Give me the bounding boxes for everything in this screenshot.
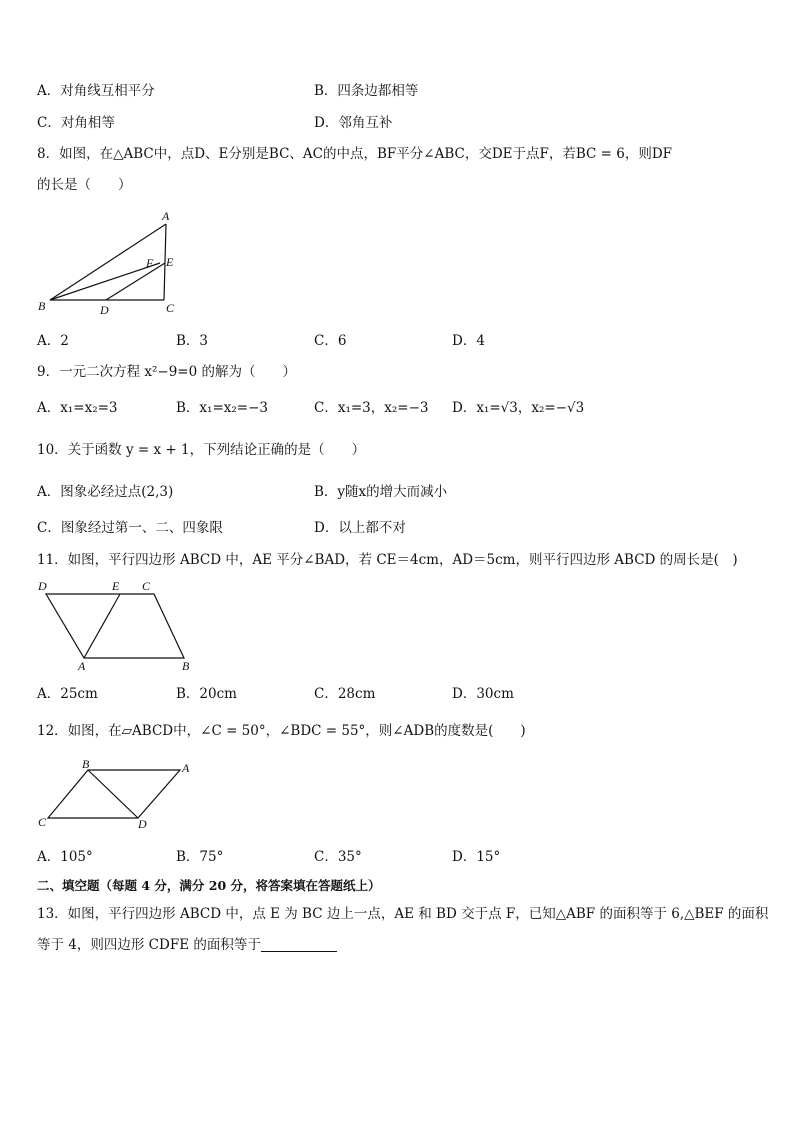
q8-option-d: D．4 <box>452 333 485 349</box>
q7-option-d: D．邻角互补 <box>314 115 393 131</box>
q11-stem: 11．如图，平行四边形 ABCD 中，AE 平分∠BAD，若 CE＝4cm，AD＝5cm，则平行四边形 ABCD 的周长是( ) <box>37 552 738 568</box>
q13-stem-line2-wrap <box>37 936 337 954</box>
label-c: C <box>166 301 175 315</box>
q11-option-d: D．30cm <box>452 686 514 702</box>
q11-parallelogram-figure <box>34 576 204 672</box>
segment-bf <box>50 263 160 300</box>
label-e: E <box>112 579 120 593</box>
label-b: B <box>182 659 190 672</box>
q13-stem-line1: 13．如图，平行四边形 ABCD 中，点 E 为 BC 边上一点，AE 和 BD 交于点 F，已知△ABF 的面积等于 6,△BEF 的面积 <box>37 906 769 922</box>
q7-option-b: B．四条边都相等 <box>314 83 419 99</box>
q8-option-b: B．3 <box>176 333 209 349</box>
label-c: C <box>142 579 151 593</box>
section-2-title: 二、填空题（每题 4 分，满分 20 分，将答案填在答题纸上） <box>37 878 381 893</box>
segment-ae <box>84 594 120 658</box>
q12-option-a: A．105° <box>37 849 93 865</box>
q10-option-d: D．以上都不对 <box>314 520 406 536</box>
q12-parallelogram-figure <box>34 756 200 832</box>
answer-blank[interactable] <box>261 937 337 952</box>
q8-option-c: C．6 <box>314 333 347 349</box>
q11-option-a: A．25cm <box>37 686 98 702</box>
label-a: A <box>182 761 190 775</box>
label-e: E <box>166 255 174 269</box>
label-d: D <box>100 303 109 317</box>
q11-option-c: C．28cm <box>314 686 376 702</box>
label-d: D <box>38 579 47 593</box>
q13-stem-line2: 等于 4，则四边形 CDFE 的面积等于 <box>37 937 261 953</box>
label-f: F <box>146 256 154 270</box>
q10-stem: 10．关于函数 y = x + 1，下列结论正确的是（ ） <box>37 442 366 458</box>
label-b: B <box>82 757 90 771</box>
q10-option-b: B．y随x的增大而减小 <box>314 484 448 500</box>
q12-stem: 12．如图，在▱ABCD中，∠C = 50°，∠BDC = 55°，则∠ADB的度数是( ) <box>37 723 526 739</box>
q8-triangle-figure <box>34 206 184 318</box>
diagonal-bd <box>88 770 138 818</box>
q7-option-a: A．对角线互相平分 <box>37 83 155 99</box>
q12-option-c: C．35° <box>314 849 362 865</box>
q9-option-d: D．x₁=√3，x₂=−√3 <box>452 400 585 416</box>
q12-option-b: B．75° <box>176 849 224 865</box>
q8-stem-line2: 的长是（ ） <box>37 177 132 193</box>
q11-option-b: B．20cm <box>176 686 237 702</box>
parallelogram-abcd <box>48 770 180 818</box>
q9-option-a: A．x₁=x₂=3 <box>37 400 118 416</box>
q7-option-c: C．对角相等 <box>37 115 115 131</box>
label-a: A <box>162 209 170 223</box>
label-b: B <box>38 299 46 313</box>
q9-stem: 9．一元二次方程 x²−9=0 的解为（ ） <box>37 364 296 380</box>
segment-de <box>106 263 165 300</box>
q10-option-a: A．图象必经过点(2,3) <box>37 484 174 500</box>
q12-option-d: D．15° <box>452 849 501 865</box>
label-a: A <box>78 659 86 672</box>
label-d: D <box>138 817 147 831</box>
q9-option-b: B．x₁=x₂=−3 <box>176 400 268 416</box>
q9-option-c: C．x₁=3，x₂=−3 <box>314 400 429 416</box>
q8-stem-line1: 8．如图，在△ABC中，点D、E分别是BC、AC的中点，BF平分∠ABC，交DE于点F，若BC = 6，则DF <box>37 146 673 162</box>
label-c: C <box>38 815 47 829</box>
q8-option-a: A．2 <box>37 333 69 349</box>
q10-option-c: C．图象经过第一、二、四象限 <box>37 520 223 536</box>
